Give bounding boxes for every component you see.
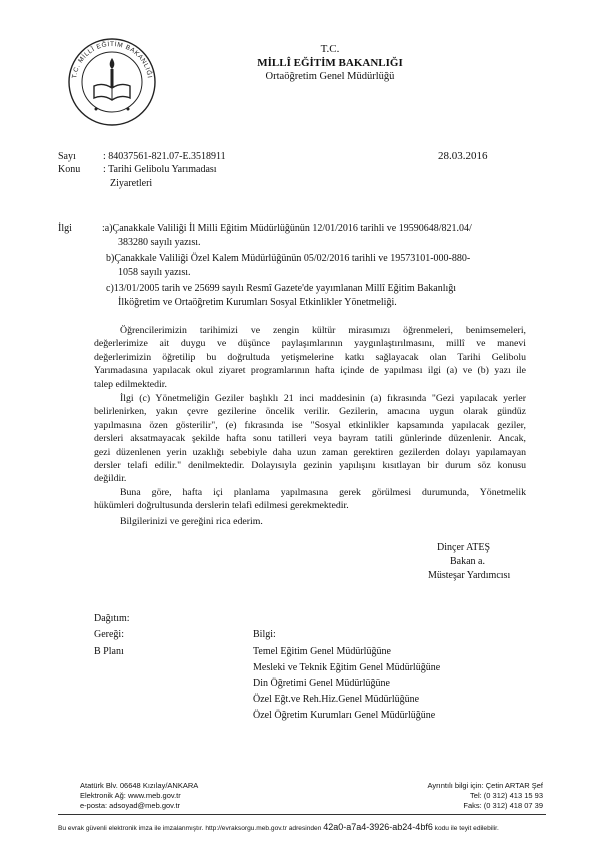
konu-value-line2: Ziyaretleri: [110, 178, 153, 189]
distribution-item: Özel Eğt.ve Reh.Hiz.Genel Müdürlüğüne: [253, 694, 420, 705]
header-ministry: MİLLÎ EĞİTİM BAKANLIĞI: [257, 57, 403, 69]
paragraph-line: belirlenirken, yakın çevre gezilerine öncelik verilir. Gezilerin, amacına uygun olarak gündüz: [94, 406, 526, 418]
verification-note: [58, 822, 499, 832]
paragraph-line: değerlerimizin öğretilip bu doğrultuda yetişmelerine katkı sağlayacak olan Tarihi Gelibolu: [94, 351, 526, 363]
dagitim-label: Dağıtım:: [94, 613, 130, 624]
ilgi-c-line1: c)13/01/2005 tarih ve 25699 sayılı Resmî Gazete'de yayımlanan Millî Eğitim Bakanlığı: [106, 283, 457, 294]
footer-tel: Tel: (0 312) 413 15 93: [470, 791, 543, 800]
footer-web: Elektronik Ağ: www.meb.gov.tr: [80, 791, 181, 800]
paragraph-4: Bilgilerinizi ve gereğini rica ederim.: [120, 516, 263, 527]
ilgi-b-line1: b)Çanakkale Valiliği Özel Kalem Müdürlüğünün 05/02/2016 tarihli ve 19573101-000-880-: [106, 253, 471, 264]
paragraph-3: [94, 486, 526, 513]
svg-text:T.C. MİLLÎ EĞİTİM BAKANLIĞI: T.C. MİLLÎ EĞİTİM BAKANLIĞI: [71, 40, 153, 79]
paragraph-2: [94, 392, 526, 486]
paragraph-line: hükümleri doğrultusunda derslerin telafi edilmesi gerekmektedir.: [94, 500, 349, 512]
paragraph-line: Buna göre, hafta içi planlama yapılmasına gerek görülmesi durumunda, Yönetmelik: [120, 487, 526, 498]
distribution-item: Mesleki ve Teknik Eğitim Genel Müdürlüğüne: [253, 662, 441, 673]
signer-title-2: Müsteşar Yardımcısı: [428, 570, 511, 581]
document-date: 28.03.2016: [438, 150, 488, 162]
footer-address: Atatürk Blv. 06648 Kızılay/ANKARA: [80, 781, 199, 790]
footer-fax: Faks: (0 312) 418 07 39: [463, 801, 543, 810]
konu-value: : Tarihi Gelibolu Yarımadası: [103, 164, 217, 175]
footer-contact: Ayrıntılı bilgi için: Çetin ARTAR Şef: [427, 781, 543, 790]
header-directorate: Ortaöğretim Genel Müdürlüğü: [265, 71, 395, 82]
geregi-label: Gereği:: [94, 629, 124, 640]
ilgi-c-line2: İlköğretim ve Ortaöğretim Kurumları Sosyal Etkinlikler Yönetmeliği.: [118, 297, 397, 308]
paragraph-line: Yarımadasına yapılacak okul ziyaret programlarının hafta içinde de yapılması ilgi (a) ve (b) yazı ile: [94, 365, 526, 377]
plan-label: B Planı: [94, 646, 124, 657]
paragraph-line: dersleri aksatmayacak şekilde hafta sonu tatilleri veya bayram tatili günlerinde düzenlenir. Ancak,: [94, 433, 526, 445]
konu-label: Konu: [58, 164, 81, 175]
signer-title-1: Bakan a.: [450, 556, 485, 567]
ilgi-a-line1: :a)Çanakkale Valiliği İl Milli Eğitim Müdürlüğünün 12/01/2016 tarihli ve 19590648/821.04/: [102, 223, 472, 234]
distribution-item: Din Öğretimi Genel Müdürlüğüne: [253, 678, 390, 689]
paragraph-line: gezi düzenlenen yerin uzaklığı sebebiyle daha uzun zaman gerektiren gezilerden dolayı yapılamayan: [94, 446, 526, 458]
verification-code: 42a0-a7a4-3926-ab24-4bf6: [323, 822, 433, 832]
verification-suffix: kodu ile teyit edilebilir.: [434, 825, 499, 832]
signer-name: Dinçer ATEŞ: [437, 542, 491, 553]
bilgi-label: Bilgi:: [253, 629, 276, 640]
paragraph-line: talep edilmektedir.: [94, 378, 167, 390]
verification-prefix: Bu evrak güvenli elektronik imza ile imzalanmıştır. http://evraksorgu.meb.gov.tr adresinden: [58, 825, 322, 832]
sayi-label: Sayı: [58, 151, 76, 162]
header-tc: T.C.: [320, 43, 340, 55]
paragraph-line: Öğrencilerimizin tarihimizi ve zengin kültür mirasımızı öğrenmeleri, benimsemeleri,: [120, 325, 526, 336]
ilgi-b-line2: 1058 sayılı yazısı.: [118, 267, 191, 278]
sayi-value: : 84037561-821.07-E.3518911: [103, 151, 226, 162]
ilgi-a-line2: 383280 sayılı yazısı.: [118, 237, 201, 248]
ilgi-label: İlgi: [58, 223, 72, 234]
distribution-item: Özel Öğretim Kurumları Genel Müdürlüğüne: [253, 710, 436, 721]
footer-divider: [58, 814, 546, 815]
paragraph-line: yapılmasına özen gösterilir", (e) fıkrasında ise "Sosyal etkinlikler kapsamında yapılacak geziler,: [94, 419, 526, 431]
footer-email: e-posta: adsoyad@meb.gov.tr: [80, 801, 181, 810]
paragraph-1: [94, 324, 526, 391]
paragraph-line: değerlerimize ait duygu ve düşünce paylaşımlarının yaygınlaştırılmasını, millî ve manevi: [94, 338, 526, 350]
paragraph-line: dersler telafi edilir." denilmektedir. Dolayısıyla gezinin yapılışını kısıtlayan bir durum söz konusu: [94, 460, 526, 472]
distribution-item: Temel Eğitim Genel Müdürlüğüne: [253, 646, 391, 657]
paragraph-line: İlgi (c) Yönetmeliğin Geziler başlıklı 21 inci maddesinin (a) fıkrasında "Gezi yapılacak yerler: [120, 393, 526, 404]
paragraph-line: değildir.: [94, 473, 127, 485]
